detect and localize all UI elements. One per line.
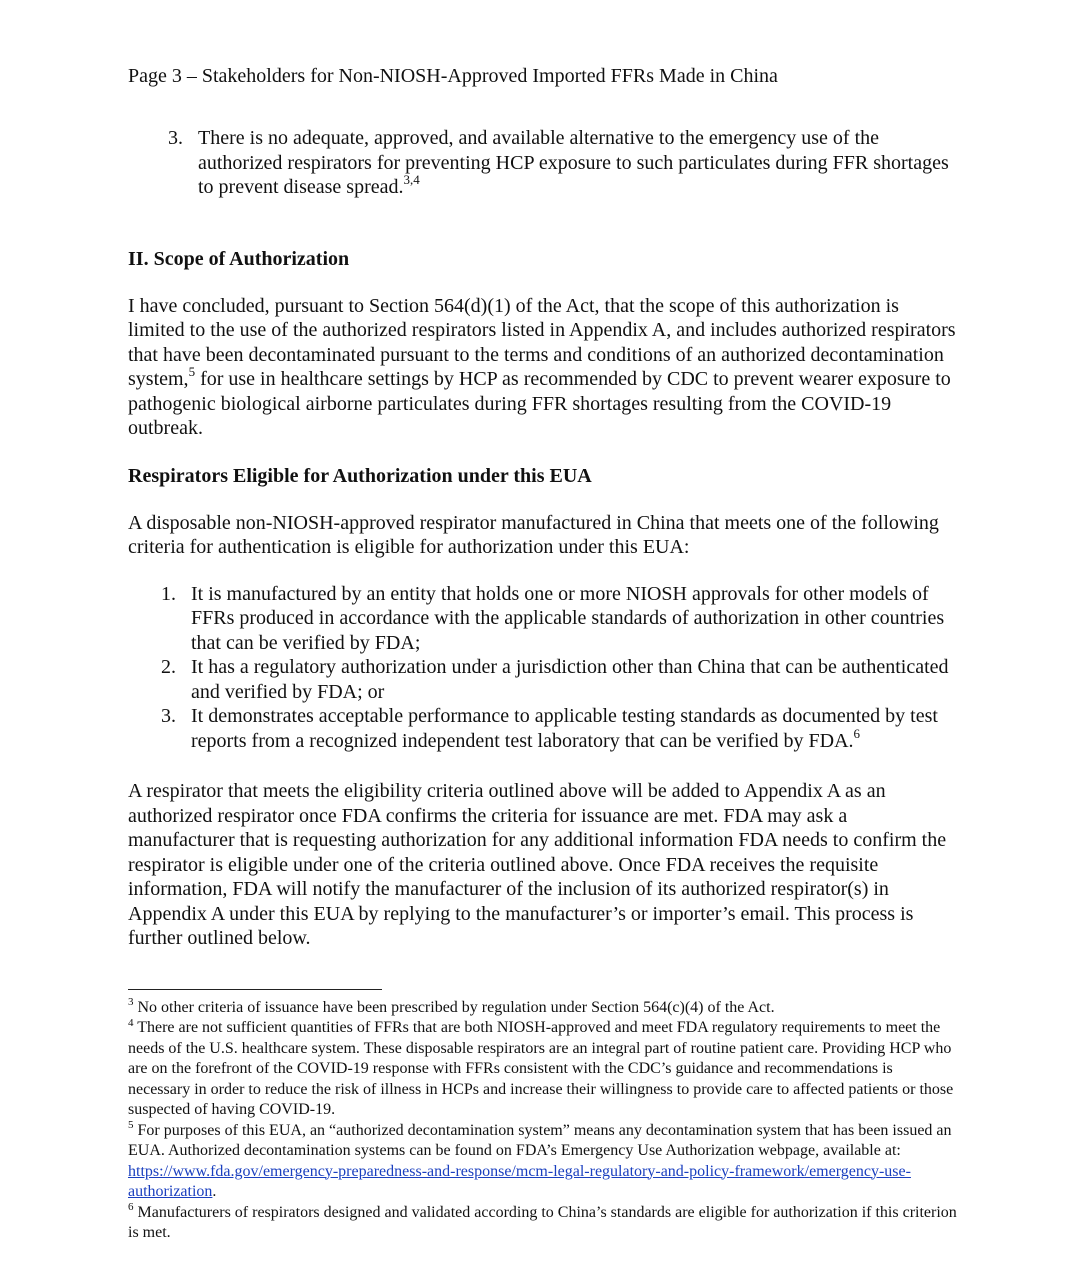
- scope-text-before: I have concluded, pursuant to Section 564(d)(1) of the Act, that the scope of this authorization is limited to the use of the authorized respirators listed in Appendix A, and includes authorized respirators that have been decontaminated pursuant to the terms and conditions of an authorized decontamination system,: [128, 294, 956, 390]
- list-item: [161, 582, 958, 656]
- footnote-text: There are not sufficient quantities of FFRs that are both NIOSH-approved and meet FDA regulatory requirements to meet the needs of the U.S. healthcare system. These disposable respirators are an integral part of routine patient care. Providing HCP who are on the forefront of the COVID-19 response with FFRs consistent with the CDC’s guidance and recommendations is necessary in order to reduce the risk of illness in HCPs and increase their willingness to provide care to affected patients or those suspected of having COVID-19.: [128, 1019, 954, 1118]
- list-item-number: 3.: [168, 127, 183, 149]
- footnote-text: No other criteria of issuance have been prescribed by regulation under Section 564(c)(4) of the Act.: [133, 998, 775, 1016]
- footnote-mark: 6: [128, 1201, 134, 1214]
- footnote-6: [128, 1203, 958, 1244]
- footnote-3: [128, 998, 958, 1019]
- list-item-text: It demonstrates acceptable performance to applicable testing standards as documented by test reports from a recognized independent test laboratory that can be verified by FDA.: [191, 705, 938, 752]
- list-item-number: 3.: [161, 705, 176, 727]
- eligible-intro-paragraph: A disposable non-NIOSH-approved respirator manufactured in China that meets one of the following criteria for authentication is eligible for authorization under this EUA:: [128, 511, 939, 558]
- page-header: Page 3 – Stakeholders for Non-NIOSH-Approved Imported FFRs Made in China: [128, 65, 778, 87]
- authorization-criteria-list: [128, 126, 958, 200]
- eua-webpage-link[interactable]: https://www.fda.gov/emergency-preparedness-and-response/mcm-legal-regulatory-and-policy-framework/emergency-use-authorization: [128, 1162, 911, 1200]
- list-item: [168, 126, 958, 200]
- list-item: [161, 655, 958, 704]
- footnote-mark: 4: [128, 1016, 134, 1029]
- footnote-text: For purposes of this EUA, an “authorized decontamination system” means any decontamination system that has been issued an EUA. Authorized decontamination systems can be found on FDA’s Emergency Use Authorization webpage, available at:: [128, 1121, 952, 1159]
- section-heading-eligible: Respirators Eligible for Authorization under this EUA: [128, 464, 592, 487]
- list-item-number: 2.: [161, 656, 176, 678]
- eligibility-criteria-list: [128, 582, 958, 754]
- list-item-text: It has a regulatory authorization under a jurisdiction other than China that can be authenticated and verified by FDA; or: [191, 656, 949, 703]
- list-item-text: There is no adequate, approved, and available alternative to the emergency use of the authorized respirators for preventing HCP exposure to such particulates during FFR shortages to prevent disease spread.: [198, 127, 949, 198]
- document-page: [128, 62, 958, 1244]
- footnote-4: [128, 1018, 958, 1121]
- scope-paragraph: [128, 294, 958, 441]
- footnote-mark: 3: [128, 996, 134, 1009]
- list-item: [161, 704, 958, 753]
- eligible-closing-paragraph: A respirator that meets the eligibility criteria outlined above will be added to Appendix A as an authorized respirator once FDA confirms the criteria for issuance are met. FDA may ask a manufacturer that is requesting authorization for any additional information FDA needs to confirm the respirator is eligible under one of the criteria outlined above. Once FDA receives the requisite information, FDA will notify the manufacturer of the inclusion of its authorized respirator(s) in Appendix A under this EUA by replying to the manufacturer’s or importer’s email. This process is further outlined below.: [128, 780, 947, 949]
- footnotes: [128, 998, 958, 1244]
- list-item-text: It is manufactured by an entity that holds one or more NIOSH approvals for other models of FFRs produced in accordance with the applicable standards of authorization in other countries that can be verified by FDA;: [191, 582, 945, 654]
- footnote-mark: 5: [128, 1119, 134, 1132]
- footnote-ref[interactable]: 5: [188, 364, 196, 380]
- section-heading-scope: II. Scope of Authorization: [128, 247, 350, 270]
- footnote-text: Manufacturers of respirators designed and validated according to China’s standards are eligible for authorization if this criterion is met.: [128, 1203, 957, 1241]
- footnote-ref[interactable]: 3,4: [403, 172, 420, 188]
- footnote-ref[interactable]: 6: [853, 725, 861, 741]
- list-item-number: 1.: [161, 582, 176, 605]
- scope-text-after: for use in healthcare settings by HCP as recommended by CDC to prevent wearer exposure to pathogenic biological airborne particulates during FFR shortages resulting from the COVID-19 outbreak.: [128, 368, 951, 439]
- footnote-5: [128, 1121, 958, 1203]
- footnote-divider: [128, 989, 382, 990]
- footnote-text: .: [212, 1183, 217, 1200]
